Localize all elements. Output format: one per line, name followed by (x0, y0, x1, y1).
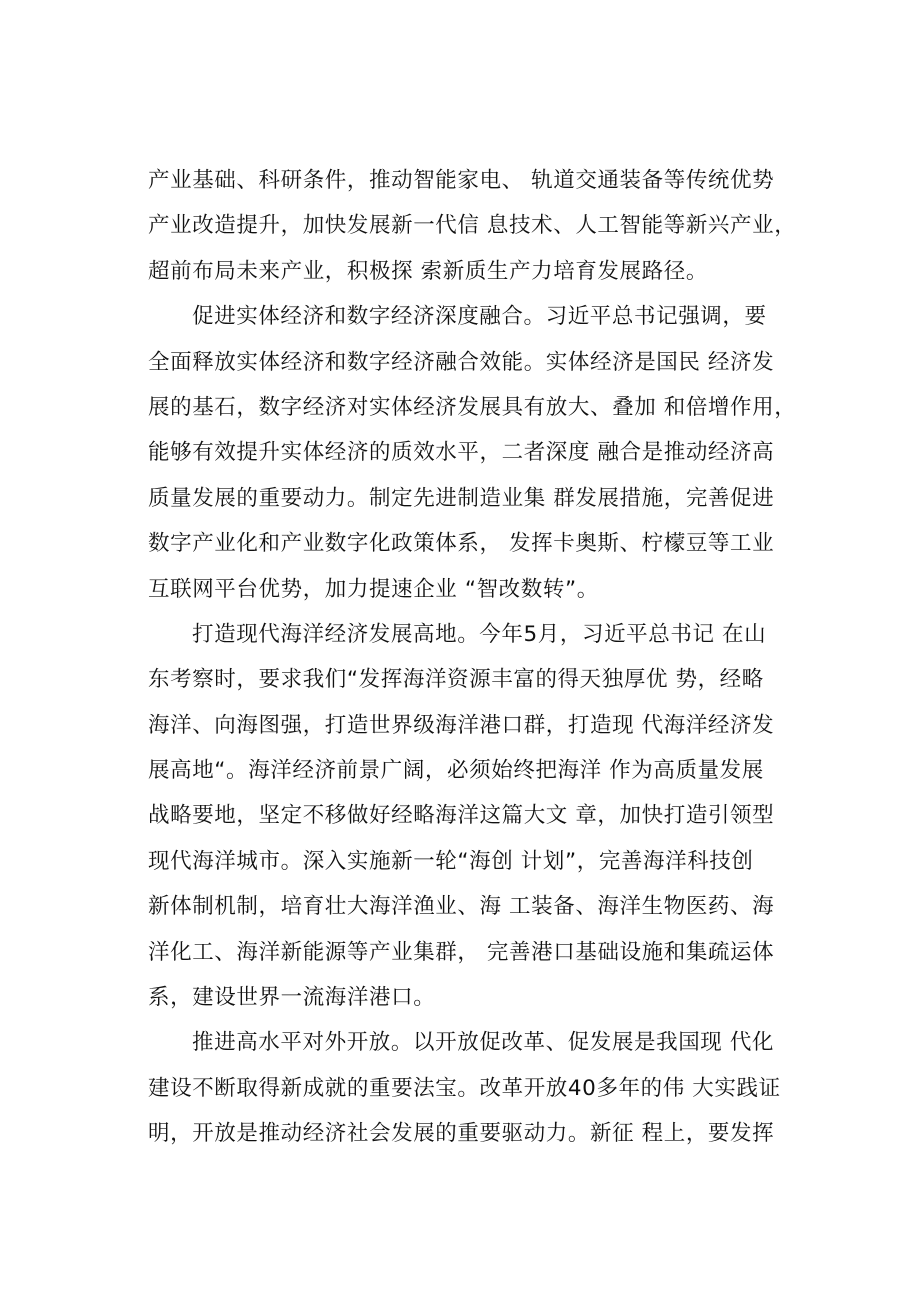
text-line: 东考察时，要求我们“发挥海洋资源丰富的得天独厚优 势，经略 (148, 667, 764, 693)
paragraph-1 (148, 158, 808, 294)
paragraph-4 (148, 1020, 808, 1156)
text-line: 洋化工、海洋新能源等产业集群， 完善港口基础设施和集疏运体 (148, 939, 775, 965)
text-line: 现代海洋城市。深入实施新一轮“海创 计划”，完善海洋科技创 (148, 848, 754, 874)
text-line: 展的基石，数字经济对实体经济发展具有放大、叠加 和倍增作用， (148, 394, 797, 420)
document-body (148, 158, 808, 1157)
text-line: 建设不断取得新成就的重要法宝。改革开放40多年的伟 大实践证 (148, 1075, 781, 1101)
text-line: 全面释放实体经济和数字经济融合效能。实体经济是国民 经济发 (148, 349, 775, 375)
text-line: 战略要地，坚定不移做好经略海洋这篇大文 章，加快打造引领型 (148, 803, 775, 829)
text-line: 海洋、向海图强，打造世界级海洋港口群，打造现 代海洋经济发 (148, 712, 775, 738)
text-line: 能够有效提升实体经济的质效水平，二者深度 融合是推动经济高 (148, 440, 775, 466)
text-line: 超前布局未来产业，积极探 索新质生产力培育发展路径。 (148, 258, 708, 284)
text-line: 互联网平台优势，加力提速企业 “智改数转”。 (148, 576, 599, 602)
text-line: 打造现代海洋经济发展高地。今年5月，习近平总书记 在山 (192, 621, 767, 647)
text-line: 质量发展的重要动力。制定先进制造业集 群发展措施，完善促进 (148, 485, 775, 511)
text-line: 新体制机制，培育壮大海洋渔业、海 工装备、海洋生物医药、海 (148, 894, 775, 920)
text-line: 数字产业化和产业数字化政策体系， 发挥卡奥斯、柠檬豆等工业 (148, 531, 775, 557)
paragraph-2 (148, 294, 808, 612)
text-line: 明，开放是推动经济社会发展的重要驱动力。新征 程上，要发挥 (148, 1121, 775, 1147)
text-line: 促进实体经济和数字经济深度融合。习近平总书记强调，要 (192, 304, 767, 330)
text-line: 产业改造提升，加快发展新一代信 息技术、人工智能等新兴产业， (148, 213, 797, 239)
paragraph-3 (148, 612, 808, 1021)
text-line: 推进高水平对外开放。以开放促改革、促发展是我国现 代化 (192, 1030, 775, 1056)
text-line: 产业基础、科研条件，推动智能家电、 轨道交通装备等传统优势 (148, 168, 775, 193)
text-line: 系，建设世界一流海洋港口。 (148, 985, 436, 1011)
text-line: 展高地“。海洋经济前景广阔，必须始终把海洋 作为高质量发展 (148, 758, 764, 784)
